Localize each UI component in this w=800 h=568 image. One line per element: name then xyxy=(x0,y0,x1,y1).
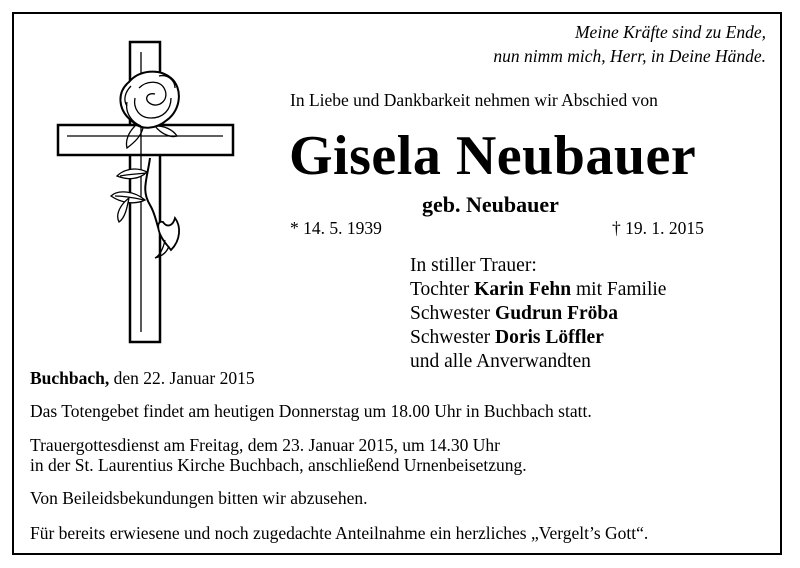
mourner-name: Gudrun Fröba xyxy=(495,303,619,324)
mourners-closing: und alle Anverwandten xyxy=(410,351,591,372)
service-notice-line-2: in der St. Laurentius Kirche Buchbach, anschließend Urnenbeisetzung. xyxy=(30,455,527,475)
intro-text: In Liebe und Dankbarkeit nehmen wir Abschied von xyxy=(290,90,658,110)
service-notice-line-1: Trauergottesdienst am Freitag, dem 23. Januar 2015, um 14.30 Uhr xyxy=(30,435,501,455)
place-date xyxy=(30,370,255,388)
prayer-notice: Das Totengebet findet am heutigen Donnerstag um 18.00 Uhr in Buchbach statt. xyxy=(30,401,592,421)
condolences-notice: Von Beileidsbekundungen bitten wir abzusehen. xyxy=(30,488,368,508)
birth-date: * 14. 5. 1939 xyxy=(290,218,382,238)
date: den 22. Januar 2015 xyxy=(109,368,255,388)
cross-with-rose-icon xyxy=(55,40,235,350)
death-date: † 19. 1. 2015 xyxy=(612,218,704,238)
verse-line-1: Meine Kräfte sind zu Ende, xyxy=(574,22,766,42)
mourner-name: Doris Löffler xyxy=(495,327,604,348)
place: Buchbach, xyxy=(30,368,110,388)
mourner-row-3: Schwester Doris Löffler xyxy=(410,327,604,348)
deceased-name: Gisela Neubauer xyxy=(289,125,697,187)
thanks-notice: Für bereits erwiesene und noch zugedachte Anteilnahme ein herzliches „Vergelt’s Gott“. xyxy=(30,523,649,543)
maiden-name: geb. Neubauer xyxy=(422,192,559,217)
mourners-heading: In stiller Trauer: xyxy=(410,255,537,276)
verse-line-2: nun nimm mich, Herr, in Deine Hände. xyxy=(493,46,766,66)
mourner-row-2: Schwester Gudrun Fröba xyxy=(410,303,619,324)
mourner-row-1: Tochter Karin Fehn mit Familie xyxy=(410,279,667,300)
mourner-name: Karin Fehn xyxy=(474,279,572,300)
